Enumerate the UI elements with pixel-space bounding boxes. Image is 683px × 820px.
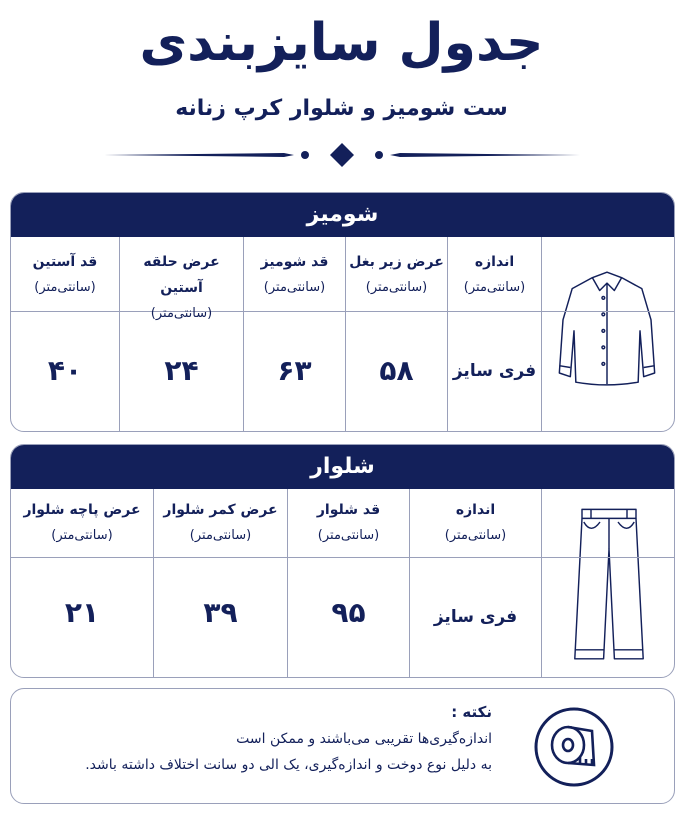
shirt-col-length <box>243 237 345 311</box>
note-line-1: اندازه‌گیری‌ها تقریبی می‌باشند و ممکن است <box>236 731 492 747</box>
pants-size-table <box>10 444 675 678</box>
shirt-icon <box>552 259 662 399</box>
pants-col-length <box>287 489 409 557</box>
column-unit: (سانتی‌متر) <box>463 280 526 295</box>
column-label: اندازه <box>474 254 515 270</box>
column-label: عرض زیر بغل <box>349 254 444 270</box>
column-unit: (سانتی‌متر) <box>263 280 326 295</box>
pants-hem-value: ۲۱ <box>64 596 100 629</box>
page-subtitle: ست شومیز و شلوار کرپ زنانه <box>175 96 508 121</box>
shirt-col-armhole <box>119 237 243 321</box>
column-label: عرض حلقه آستین <box>143 254 220 296</box>
pants-col-waist <box>153 489 287 557</box>
column-label: قد آستین <box>32 254 98 270</box>
pants-table-heading: شلوار <box>11 445 674 489</box>
pants-image-cell <box>541 489 674 677</box>
note-box <box>10 688 675 804</box>
shirt-col-size <box>447 237 541 311</box>
column-label: قد شلوار <box>316 502 381 518</box>
column-unit: (سانتی‌متر) <box>34 280 96 295</box>
pants-waist-value: ۳۹ <box>153 557 287 677</box>
pants-length-value: ۹۵ <box>287 557 409 677</box>
note-title: نکته : <box>451 703 492 721</box>
shirt-image-cell <box>541 237 674 431</box>
column-unit: (سانتی‌متر) <box>444 528 507 543</box>
pants-icon <box>564 495 654 675</box>
column-unit: (سانتی‌متر) <box>51 528 113 543</box>
column-label: عرض کمر شلوار <box>163 502 278 518</box>
column-unit: (سانتی‌متر) <box>150 306 213 321</box>
pants-col-hem <box>11 489 153 557</box>
column-label: قد شومیز <box>260 254 329 270</box>
shirt-underarm-value: ۵۸ <box>345 311 447 431</box>
divider-ornament <box>104 142 580 168</box>
note-line-2: به دلیل نوع دوخت و اندازه‌گیری، یک الی دو سانت اختلاف داشته باشد. <box>85 757 492 773</box>
page-title: جدول سایزبندی <box>139 13 544 73</box>
pants-size-value: فری سایز <box>409 557 541 677</box>
shirt-col-sleeve <box>11 237 119 311</box>
measuring-tape-icon <box>534 707 614 787</box>
column-unit: (سانتی‌متر) <box>365 280 428 295</box>
shirt-size-table <box>10 192 675 432</box>
shirt-armhole-value: ۲۴ <box>119 311 243 431</box>
pants-col-size <box>409 489 541 557</box>
shirt-size-value: فری سایز <box>447 311 541 431</box>
shirt-sleeve-value: ۴۰ <box>47 354 83 387</box>
column-unit: (سانتی‌متر) <box>189 528 252 543</box>
shirt-table-heading: شومیز <box>11 193 674 237</box>
shirt-col-underarm <box>345 237 447 311</box>
column-unit: (سانتی‌متر) <box>317 528 380 543</box>
shirt-length-value: ۶۳ <box>243 311 345 431</box>
column-label: عرض پاچه شلوار <box>23 502 141 518</box>
column-label: اندازه <box>455 502 496 518</box>
